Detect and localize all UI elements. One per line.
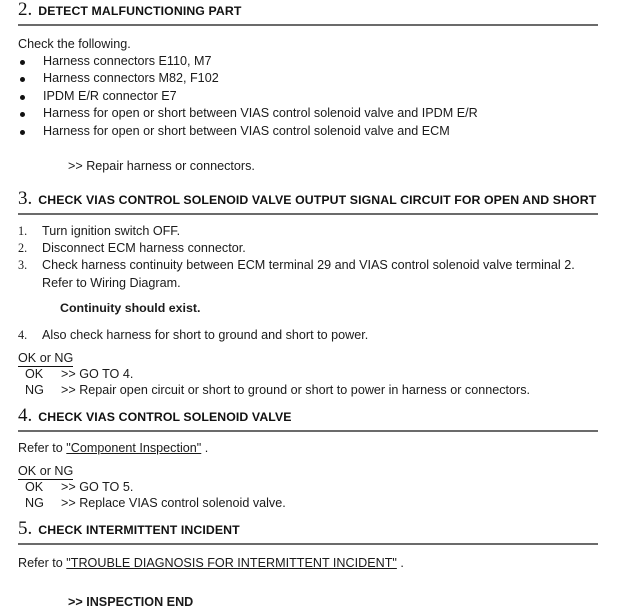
section-2-bullet-list [18,53,623,140]
list-item-label: Harness for open or short between VIAS control solenoid valve and IPDM E/R [43,106,478,121]
section-4-header [0,406,623,427]
okng-row-ok [18,480,623,496]
refer-prefix: Refer to [18,556,67,571]
list-item [18,223,623,240]
list-item [18,123,623,140]
section-2-number: 2. [18,0,33,20]
section-3-okng [18,350,623,398]
step-line: Also check harness for short to ground and short to power. [42,327,369,342]
refer-suffix: . [396,556,404,571]
list-item [18,327,623,344]
section-5-refer [18,555,623,572]
step-line: Turn ignition switch OFF. [42,224,181,239]
section-2 [0,0,623,175]
list-item [18,88,623,105]
section-3 [0,189,623,398]
section-3-step-list [18,223,623,292]
bullet-dot-icon [20,130,25,135]
section-3-title: CHECK VIAS CONTROL SOLENOID VALVE OUTPUT SIGNAL CIRCUIT FOR OPEN AND SHORT [38,193,597,208]
step-line: Check harness continuity between ECM terminal 29 and VIAS control solenoid valve terminal 2. [42,258,575,273]
okng-label: OK or NG [18,464,74,479]
section-4-number: 4. [18,405,33,427]
okng-key: OK [25,367,44,382]
okng-value: >> GO TO 4. [61,367,134,382]
okng-value: >> Repair open circuit or short to ground or short to power in harness or connectors. [61,382,531,397]
section-4-okng [18,463,623,511]
section-2-title: DETECT MALFUNCTIONING PART [38,4,242,18]
list-item-label: Harness for open or short between VIAS control solenoid valve and ECM [43,123,450,138]
section-3-header [0,189,623,210]
section-2-result: >> Repair harness or connectors. [68,159,255,174]
bullet-dot-icon [20,112,25,117]
section-2-header [0,0,623,21]
okng-key: OK [25,480,44,495]
refer-suffix: . [201,441,209,456]
okng-value: >> Replace VIAS control solenoid valve. [61,495,286,510]
section-5-number: 5. [18,518,33,540]
component-inspection-link[interactable]: "Component Inspection" [66,441,202,456]
section-4-refer [18,440,623,457]
section-4-body [0,440,623,511]
section-3-step4-list [18,327,623,344]
bullet-dot-icon [20,60,25,65]
okng-value: >> GO TO 5. [61,480,134,495]
section-4-title: CHECK VIAS CONTROL SOLENOID VALVE [38,410,292,425]
list-item [18,53,623,70]
bullet-dot-icon [20,95,25,100]
okng-key: NG [25,495,44,510]
section-2-intro: Check the following. [18,37,131,51]
okng-key: NG [25,382,44,397]
section-3-note: Continuity should exist. [60,300,201,315]
list-item-label: Harness connectors M82, F102 [43,71,219,86]
step-line: Refer to Wiring Diagram. [42,275,181,290]
okng-row-ng [18,383,623,399]
list-item [18,105,623,122]
section-5 [0,519,623,611]
list-item-label: IPDM E/R connector E7 [43,88,177,103]
section-4 [0,406,623,511]
section-5-result: >> INSPECTION END [68,595,194,610]
section-5-body [0,555,623,611]
step-index: 4. [18,327,28,342]
list-item [18,70,623,87]
section-3-number: 3. [18,188,33,210]
section-3-body [0,223,623,398]
list-item-label: Harness connectors E110, M7 [43,54,212,68]
step-line: Disconnect ECM harness connector. [42,241,246,256]
okng-label: OK or NG [18,351,74,366]
bullet-dot-icon [20,77,25,82]
section-5-title: CHECK INTERMITTENT INCIDENT [38,523,240,538]
trouble-diagnosis-link[interactable]: "TROUBLE DIAGNOSIS FOR INTERMITTENT INCIDENT" [66,556,397,571]
list-item [18,257,623,291]
refer-prefix: Refer to [18,441,67,456]
list-item [18,240,623,257]
step-index: 1. [18,224,28,239]
okng-row-ng [18,496,623,512]
step-index: 2. [18,241,28,256]
section-2-body [0,36,623,175]
section-5-header [0,519,623,540]
okng-row-ok [18,367,623,383]
step-index: 3. [18,258,28,273]
